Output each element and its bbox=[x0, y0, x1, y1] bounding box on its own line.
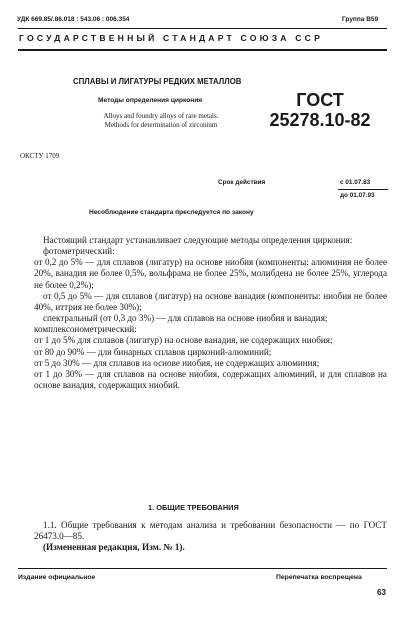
section-1-paragraph: 1.1. Общие требования к методам анализа и требовании безопасности — по ГОСТ 26473.0—85. bbox=[34, 520, 387, 542]
english-title bbox=[76, 112, 246, 130]
section-1-edit-note: (Измененная редакция, Изм. № 1). bbox=[43, 542, 185, 553]
english-title-line-1: Alloys and foundry alloys of rare metals. bbox=[103, 112, 219, 120]
validity-to: до 01.07.93 bbox=[340, 192, 375, 199]
footer-reprint-notice: Перепечатка воспрещена bbox=[276, 574, 362, 581]
header-rule-top bbox=[18, 28, 387, 29]
document-subtitle: Методы определения циркония bbox=[98, 97, 203, 104]
okstu-code: ОКСТУ 1709 bbox=[20, 152, 60, 160]
group-code: Группа В59 bbox=[342, 16, 379, 23]
page-number: 63 bbox=[377, 588, 386, 597]
header-rule-bottom bbox=[18, 49, 387, 51]
validity-from: с 01.07.83 bbox=[340, 179, 371, 186]
gost-designation bbox=[268, 90, 372, 130]
validity-label: Срок действия bbox=[218, 179, 266, 186]
section-1-body bbox=[34, 520, 387, 553]
method-complexometric: комплексонометрический: bbox=[34, 324, 137, 335]
range-complexometric-vanadium: от 1 до 5% для сплавов (лигатур) на основе ванадия, не содержащих ниобия; bbox=[34, 335, 333, 346]
range-complexometric-aluminum: от 1 до 30% — для сплавов на основе ниобия, содержащих алюминий, и для сплавов на основе ванадия, содержащих ниобий. bbox=[34, 368, 387, 391]
method-spectral: спектральный (от 0,3 до 3%) — для сплавов на основе ниобия и ванадия; bbox=[43, 313, 328, 324]
english-title-line-2: Methods for determination of zirconium bbox=[104, 121, 218, 129]
gost-label: ГОСТ bbox=[296, 90, 344, 110]
range-complexometric-binary: от 80 до 90% — для бинарных сплавов цирконий-алюминий; bbox=[34, 346, 272, 357]
range-complexometric-niobium: от 5 до 30% — для сплавов на основе ниобия, не содержащих алюминия; bbox=[34, 357, 320, 368]
range-photometric-vanadium: от 0,5 до 5% — для сплавов (лигатур) на основе ванадия (компоненты: ниобия не более 40%, иттрия не более 30%); bbox=[34, 290, 387, 312]
legal-notice: Несоблюдение стандарта преследуется по закону bbox=[89, 209, 254, 216]
range-photometric-niobium: от 0,2 до 5% — для сплавов (лигатур) на основе ниобия (компоненты: алюминия не более 20%, ванадия не более 0,5%, вольфрама не более 25%, молибдена не более 25%, углерода не более 0,2%); bbox=[34, 257, 387, 290]
method-photometric: фотометрический: bbox=[43, 246, 115, 257]
scope-section bbox=[34, 235, 387, 391]
gost-number: 25278.10-82 bbox=[269, 110, 371, 130]
section-1-title: 1. ОБЩИЕ ТРЕБОВАНИЯ bbox=[148, 503, 239, 512]
validity-rule bbox=[338, 189, 388, 190]
document-title: СПЛАВЫ И ЛИГАТУРЫ РЕДКИХ МЕТАЛЛОВ bbox=[73, 77, 242, 86]
footer-official-edition: Издание официальное bbox=[18, 574, 96, 581]
udk-code: УДК 669.85/.86.018 : 543.06 : 006.354 bbox=[17, 16, 130, 23]
scope-intro: Настоящий стандарт устанавливает следующие методы определения циркония: bbox=[43, 235, 353, 245]
footer-rule bbox=[18, 568, 387, 569]
state-standard-title: ГОСУДАРСТВЕННЫЙ СТАНДАРТ СОЮЗА ССР bbox=[19, 33, 324, 43]
